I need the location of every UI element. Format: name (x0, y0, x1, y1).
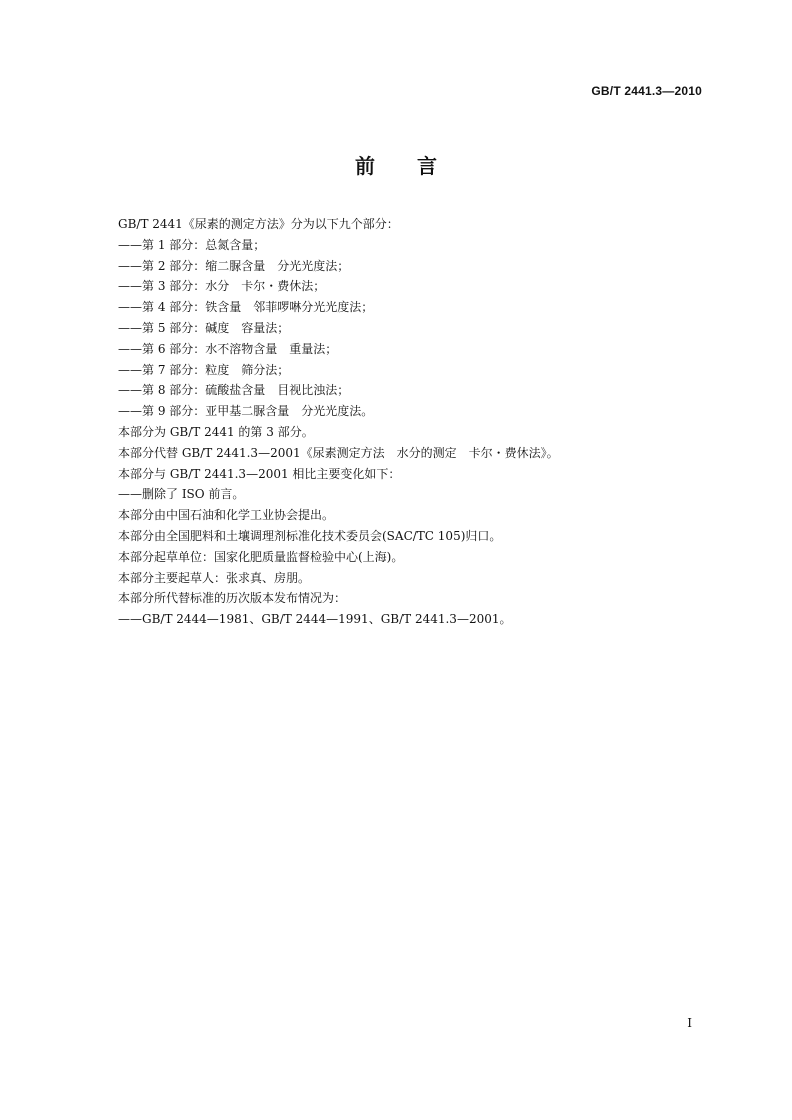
title-char-1: 前 (355, 154, 375, 178)
text-line-5: ——第 4 部分：铁含量 邻菲啰啉分光光度法； (118, 300, 374, 315)
standard-code: GB/T 2441.3—2010 (591, 84, 702, 98)
text-line-16: 本部分由全国肥料和土壤调理剂标准化技术委员会(SAC/TC 105)归口。 (118, 528, 502, 543)
text-line-15: 本部分由中国石油和化学工业协会提出。 (118, 508, 335, 523)
text-line-11: 本部分为 GB/T 2441 的第 3 部分。 (118, 424, 314, 439)
text-line-9: ——第 8 部分：硫酸盐含量 目视比浊法； (118, 383, 350, 398)
text-line-13: 本部分与 GB/T 2441.3—2001 相比主要变化如下： (118, 466, 401, 481)
text-line-8: ——第 7 部分：粒度 筛分法； (118, 362, 290, 377)
text-line-19: 本部分所代替标准的历次版本发布情况为： (118, 591, 347, 606)
text-line-18: 本部分主要起草人：张求真、房朋。 (118, 570, 311, 585)
text-line-6: ——第 5 部分：碱度 容量法； (118, 320, 290, 335)
text-line-20: ——GB/T 2444—1981、GB/T 2444—1991、GB/T 2441.3—2001。 (118, 612, 512, 627)
text-line-4: ——第 3 部分：水分 卡尔・费休法； (118, 279, 326, 294)
page-title (0, 150, 792, 179)
text-line-3: ——第 2 部分：缩二脲含量 分光光度法； (118, 258, 350, 273)
title-char-2: 言 (417, 154, 437, 178)
text-line-2: ——第 1 部分：总氮含量； (118, 237, 266, 252)
foreword-body (118, 214, 718, 630)
text-line-12: 本部分代替 GB/T 2441.3—2001《尿素测定方法 水分的测定 卡尔・费休法》。 (118, 445, 559, 460)
text-line-10: ——第 9 部分：亚甲基二脲含量 分光光度法。 (118, 404, 374, 419)
text-line-14: ——删除了 ISO 前言。 (118, 487, 245, 502)
page-number: I (687, 1016, 692, 1030)
text-line-7: ——第 6 部分：水不溶物含量 重量法； (118, 341, 338, 356)
text-line-1: GB/T 2441《尿素的测定方法》分为以下九个部分： (118, 217, 399, 231)
text-line-17: 本部分起草单位：国家化肥质量监督检验中心(上海)。 (118, 549, 404, 564)
